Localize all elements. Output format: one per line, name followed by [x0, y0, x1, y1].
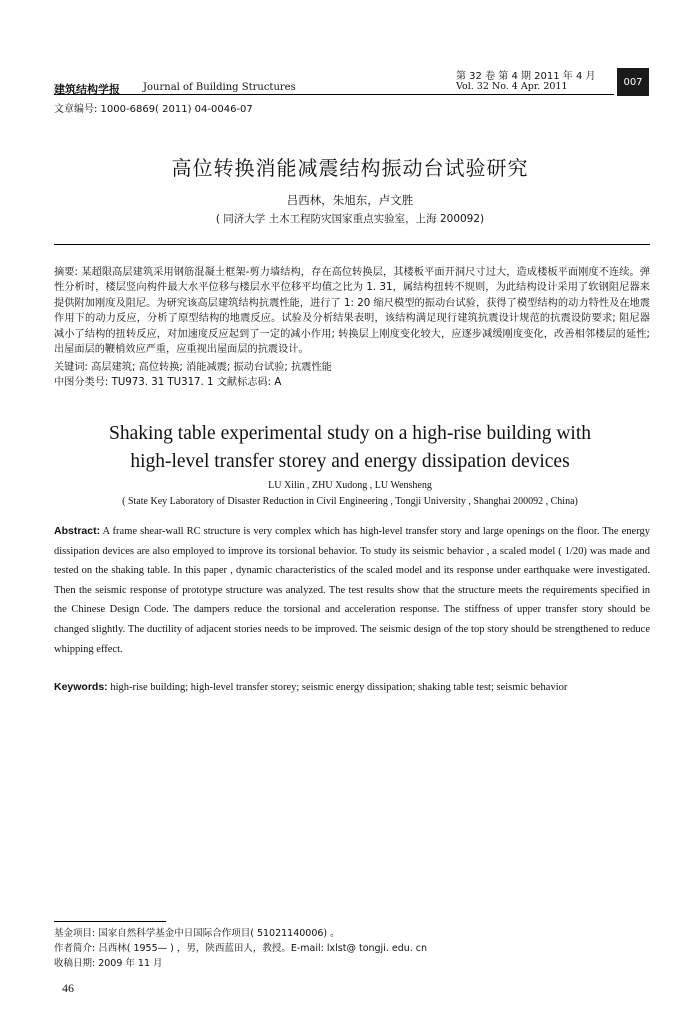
keywords-en-label: Keywords:: [54, 681, 108, 693]
journal-title-cn: 建筑结构学报: [54, 83, 120, 96]
affiliation-cn: ( 同济大学 土木工程防灾国家重点实验室，上海 200092): [215, 213, 485, 225]
keywords-cn-text: 高层建筑; 高位转换; 消能减震; 振动台试验; 抗震性能: [88, 362, 332, 373]
keywords-cn-label: 关键词:: [54, 362, 88, 373]
page-badge: 007: [617, 68, 649, 96]
keywords-en: [54, 678, 650, 698]
paper-title-en: [0, 420, 700, 476]
footnote-divider: [54, 921, 166, 922]
footnote-author: 作者简介: 吕西林( 1955— ) ，男，陕西蓝田人，教授。E-mail: lxlst@ tongji. edu. cn: [54, 943, 428, 954]
paper-title-cn: 高位转换消能减震结构振动台试验研究: [171, 156, 529, 180]
authors-en: LU Xilin , ZHU Xudong , LU Wensheng: [268, 480, 432, 491]
classification-cn: 中图分类号: TU973. 31 TU317. 1 文献标志码: A: [54, 377, 282, 388]
keywords-cn: [54, 358, 650, 373]
affiliation-en: ( State Key Laboratory of Disaster Reduction in Civil Engineering , Tongji University , Shanghai 200092 , China): [122, 496, 578, 507]
abstract-cn: [54, 265, 650, 357]
article-number: 文章编号: 1000-6869( 2011) 04-0046-07: [54, 104, 253, 115]
header-divider: [54, 94, 614, 95]
volume-info-cn: 第 32 卷 第 4 期 2011 年 4 月: [456, 71, 596, 82]
title-divider: [54, 244, 650, 245]
abstract-cn-label: 摘要:: [54, 267, 78, 278]
journal-title-en: Journal of Building Structures: [143, 82, 296, 93]
footnote-funding: 基金项目: 国家自然科学基金中日国际合作项目( 51021140006) 。: [54, 928, 340, 939]
footnote-received: 收稿日期: 2009 年 11 月: [54, 958, 163, 969]
abstract-en: [54, 522, 650, 659]
paper-title-en-line2: high-level transfer storey and energy dissipation devices: [130, 451, 570, 472]
authors-cn: 吕西林，朱旭东，卢文胜: [286, 193, 414, 207]
footnotes: [54, 926, 650, 971]
page-number: 46: [62, 981, 74, 995]
paper-title-en-line1: Shaking table experimental study on a high-rise building with: [109, 423, 591, 444]
abstract-en-text: A frame shear-wall RC structure is very complex which has high-level transfer story and large openings on the floor. The energy dissipation devices are also employed to improve its torsional behavior. To study its seismic behavior , a scaled model ( 1/20) was made and tested on the shaking table. In this paper , dynamic characteristics of the scaled model and its response under earthquake were investigated. Then the seismic response of prototype structure was analyzed. The test results show that the structure meets the requirements specified in the Chinese Design Code. The dampers reduce the torsional and acceleration response. The stiffness of upper transfer story should be changed slightly. The ductility of adjacent stories needs to be improved. The seismic design of the top story should be strengthened to reduce whipping effect.: [54, 526, 650, 655]
keywords-en-text: high-rise building; high-level transfer storey; seismic energy dissipation; shaking table test; seismic behavior: [107, 682, 568, 693]
abstract-en-label: Abstract:: [54, 525, 101, 537]
abstract-cn-text: 某超限高层建筑采用钢筋混凝土框架-剪力墙结构，存在高位转换层，其楼板平面开洞尺寸过大，造成楼板平面刚度不连续。弹性分析时，楼层竖向构件最大水平位移与楼层水平位移平均值之比为 1. 31，属结构扭转不规则，为此结构设计采用了软钢阻尼器来提供附加刚度及阻尼。为研究该高层建筑结构抗震性能，进行了 1: 20 缩尺模型的振动台试验，获得了模型结构的动力特性及在地震作用下的动力反应，分析了原型结构的地震反应。试验及分析结果表明，该结构满足现行建筑抗震设计规范的抗震设防要求; 阻尼器减小了结构的扭转反应，对加速度反应起到了一定的减小作用; 转换层上刚度变化较大，应逐步减缓刚度变化，改善相邻楼层的延性; 出屋面层的鞭梢效应严重，应重视出屋面层的抗震设计。: [54, 267, 650, 356]
volume-info-en: Vol. 32 No. 4 Apr. 2011: [456, 81, 568, 92]
